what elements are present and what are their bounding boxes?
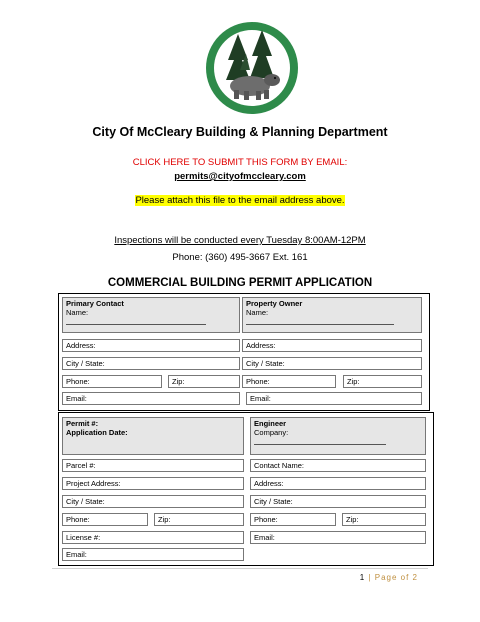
attach-note-text: Please attach this file to the email address above.: [135, 195, 345, 206]
contact-zip-field[interactable]: Zip:: [168, 375, 240, 388]
project-email-field[interactable]: Email:: [62, 548, 244, 561]
owner-email-field[interactable]: Email:: [246, 392, 422, 405]
department-title: City Of McCleary Building & Planning Department: [92, 125, 388, 139]
owner-phone-field[interactable]: Phone:: [242, 375, 336, 388]
property-owner-name-label: Name:: [246, 308, 269, 317]
project-phone-field[interactable]: Phone:: [62, 513, 148, 526]
contact-email-field[interactable]: Email:: [62, 392, 240, 405]
page-of-text: | Page of 2: [368, 573, 418, 582]
application-date-label: Application Date:: [66, 428, 128, 437]
contact-phone-field[interactable]: Phone:: [62, 375, 162, 388]
engineer-label: Engineer: [254, 419, 287, 428]
engineer-zip-field[interactable]: Zip:: [342, 513, 426, 526]
form-title: COMMERCIAL BUILDING PERMIT APPLICATION: [107, 277, 373, 289]
project-city-state-field[interactable]: City / State:: [62, 495, 244, 508]
property-owner-name-line: [246, 324, 394, 325]
parcel-field[interactable]: Parcel #:: [62, 459, 244, 472]
owner-address-field[interactable]: Address:: [242, 339, 422, 352]
primary-contact-name-line: [66, 324, 206, 325]
bear-trees-logo-icon: [204, 20, 300, 116]
owner-city-state-field[interactable]: City / State:: [242, 357, 422, 370]
engineer-phone-field[interactable]: Phone:: [250, 513, 336, 526]
engineer-address-field[interactable]: Address:: [250, 477, 426, 490]
permit-info-box[interactable]: [62, 417, 244, 455]
project-address-field[interactable]: Project Address:: [62, 477, 244, 490]
project-zip-field[interactable]: Zip:: [154, 513, 244, 526]
owner-zip-field[interactable]: Zip:: [343, 375, 422, 388]
page-number: 1: [359, 573, 366, 582]
attach-note: [0, 195, 480, 206]
primary-contact-name-label: Name:: [66, 308, 89, 317]
email-link[interactable]: permits@cityofmccleary.com: [174, 171, 306, 182]
contact-city-state-field[interactable]: City / State:: [62, 357, 240, 370]
primary-contact-label: Primary Contact: [66, 299, 124, 308]
inspection-schedule: Inspections will be conducted every Tuesday 8:00AM-12PM: [114, 235, 366, 246]
engineer-email-field[interactable]: Email:: [250, 531, 426, 544]
engineer-box[interactable]: [250, 417, 426, 455]
property-owner-label: Property Owner: [246, 299, 303, 308]
engineer-contact-name-field[interactable]: Contact Name:: [250, 459, 426, 472]
engineer-company-label: Company:: [254, 428, 289, 437]
engineer-city-state-field[interactable]: City / State:: [250, 495, 426, 508]
footer-divider: [52, 568, 428, 569]
phone-number: Phone: (360) 495-3667 Ext. 161: [172, 252, 308, 263]
engineer-company-line: [254, 444, 386, 445]
contact-address-field[interactable]: Address:: [62, 339, 240, 352]
submit-instruction[interactable]: CLICK HERE TO SUBMIT THIS FORM BY EMAIL:: [132, 157, 348, 168]
license-field[interactable]: License #:: [62, 531, 244, 544]
page-footer: [360, 573, 418, 582]
primary-contact-box[interactable]: [62, 297, 240, 333]
property-owner-box[interactable]: [242, 297, 422, 333]
permit-number-label: Permit #:: [66, 419, 99, 428]
